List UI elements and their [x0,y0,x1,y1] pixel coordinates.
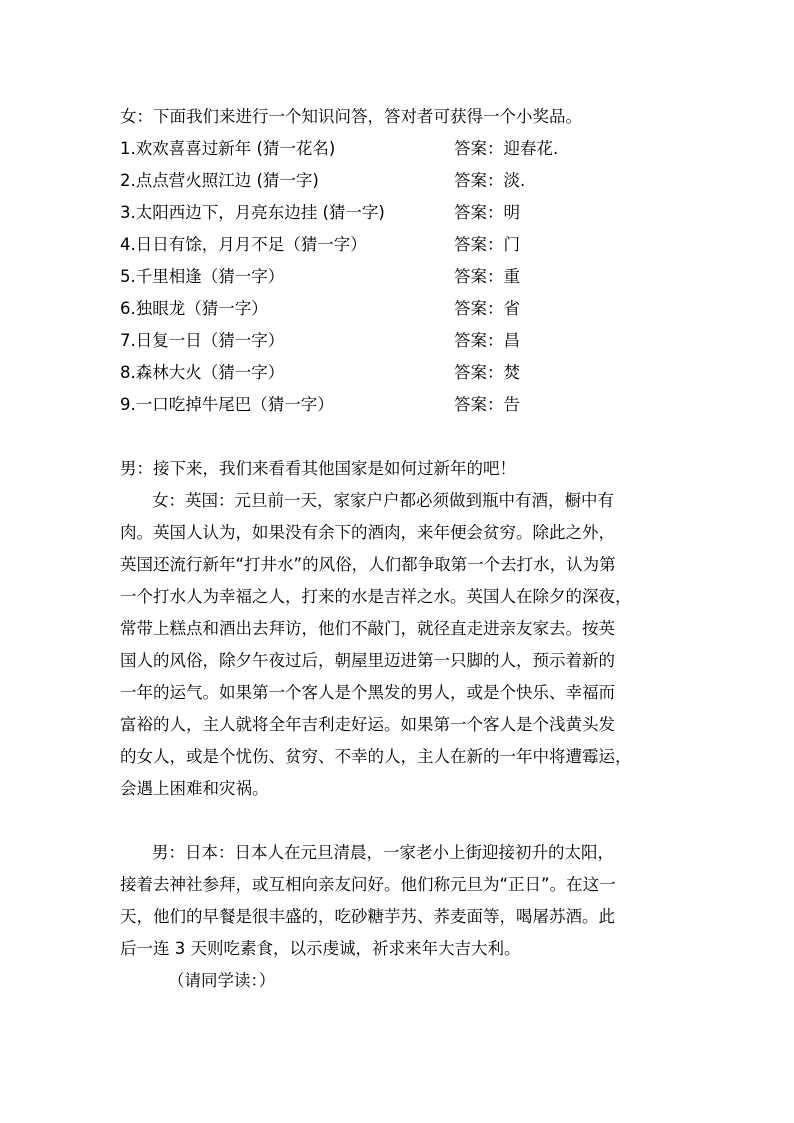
quiz-question: 6.独眼龙（猜一字） [120,299,268,318]
quiz-answer: 答案：告 [454,395,520,414]
quiz-question: 4.日日有馀，月月不足（猜一字） [120,235,367,254]
quiz-question: 3.太阳西边下，月亮东边挂 (猜一字) [120,203,385,222]
paragraph-line: 天，他们的早餐是很丰盛的，吃砂糖芋艿、荞麦面等，喝屠苏酒。此 [120,907,615,926]
paragraph-line: 常带上糕点和酒出去拜访，他们不敲门，就径直走进亲友家去。按英 [120,619,615,638]
paragraph-line: 一年的运气。如果第一个客人是个黑发的男人，或是个快乐、幸福而 [120,683,615,702]
quiz-answer: 答案：省 [454,299,520,318]
quiz-question: 9.一口吃掉牛尾巴（猜一字） [120,395,334,414]
closing-line: （请同学读：） [168,971,276,990]
quiz-answer: 答案：淡. [454,171,526,190]
paragraph-line: 一个打水人为幸福之人，打来的水是吉祥之水。英国人在除夕的深夜， [120,587,632,606]
quiz-question: 5.千里相逢（猜一字） [120,267,285,286]
intro-line: 女：下面我们来进行一个知识问答，答对者可获得一个小奖品。 [120,107,582,126]
paragraph-line: 男：日本：日本人在元旦清晨，一家老小上街迎接初升的太阳， [152,843,614,862]
quiz-answer: 答案：迎春花. [454,139,559,158]
paragraph-line: 富裕的人，主人就将全年吉利走好运。如果第一个客人是个浅黄头发 [120,715,615,734]
paragraph-line: 接着去神社参拜，或互相向亲友问好。他们称元旦为“正日”。在这一 [120,875,616,894]
transition-line: 男：接下来，我们来看看其他国家是如何过新年的吧！ [120,459,516,478]
quiz-answer: 答案：重 [454,267,520,286]
paragraph-line: 肉。英国人认为，如果没有余下的酒肉，来年便会贫穷。除此之外， [120,523,615,542]
paragraph-line: 女：英国：元旦前一天，家家户户都必须做到瓶中有酒，橱中有 [152,491,614,510]
quiz-question: 7.日复一日（猜一字） [120,331,285,350]
quiz-question: 2.点点营火照江边 (猜一字) [120,171,319,190]
quiz-question: 1.欢欢喜喜过新年 (猜一花名) [120,139,336,158]
paragraph-line: 会遇上困难和灾祸。 [120,779,269,798]
quiz-answer: 答案：明 [454,203,520,222]
quiz-answer: 答案：焚 [454,363,520,382]
quiz-question: 8.森林大火（猜一字） [120,363,285,382]
quiz-answer: 答案：门 [454,235,520,254]
paragraph-line: 的女人，或是个忧伤、贫穷、不幸的人，主人在新的一年中将遭霉运， [120,747,632,766]
paragraph-line: 国人的风俗，除夕午夜过后，朝屋里迈进第一只脚的人，预示着新的 [120,651,615,670]
quiz-answer: 答案：昌 [454,331,520,350]
paragraph-line: 后一连 3 天则吃素食，以示虔诚，祈求来年大吉大利。 [120,939,521,958]
paragraph-line: 英国还流行新年“打井水”的风俗，人们都争取第一个去打水，认为第 [120,555,616,574]
